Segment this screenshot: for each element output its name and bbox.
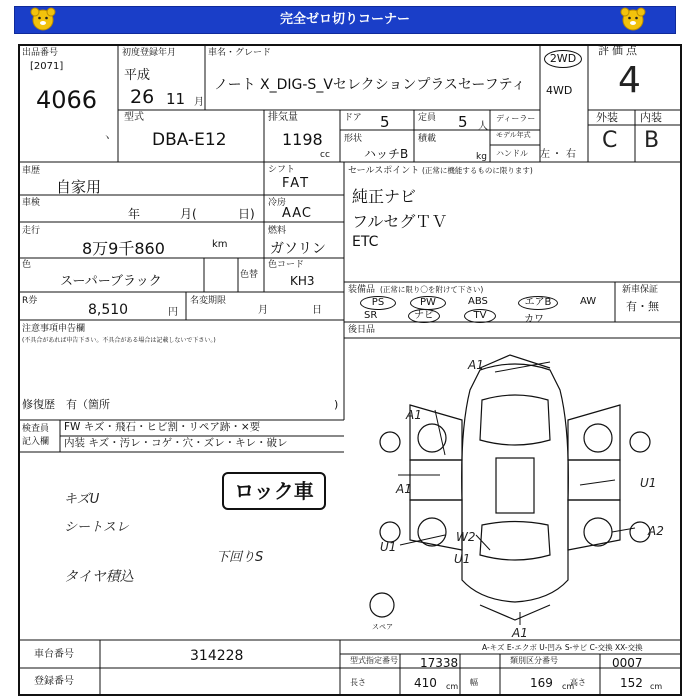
equip-pw: PW	[410, 296, 446, 310]
handle-right: 右	[566, 149, 576, 160]
length-unit: cm	[446, 682, 459, 691]
equip-airbag: エアB	[518, 296, 558, 310]
spare-label: スペア	[372, 623, 393, 631]
dealer-label: ディーラー	[496, 114, 536, 123]
inspector-label1: 検査員	[22, 424, 50, 434]
inspection-year: 年	[128, 207, 141, 221]
notes-label: 注意事項申告欄	[22, 324, 86, 334]
inspector-label2: 記入欄	[22, 437, 50, 447]
after-items-label: 後日品	[348, 325, 376, 335]
class-label: 類別区分番号	[510, 656, 558, 665]
header-title: 完全ゼロ切りコーナー	[279, 12, 410, 27]
car-name-value: ノート X_DIG-S_Vセレクションプラスセーフティ	[214, 77, 526, 93]
registration-month: 11	[166, 90, 186, 108]
registration-year: 26	[130, 86, 155, 108]
equip-sr: SR	[364, 310, 378, 321]
mileage-label: 走行	[22, 226, 41, 236]
load-unit: kg	[476, 152, 487, 162]
warranty-label: 新車保証	[622, 285, 659, 295]
sales-point-3: ETC	[352, 234, 379, 250]
sales-points-label: セールスポイント	[348, 166, 420, 176]
drive-4wd: 4WD	[546, 84, 573, 97]
repair-close: )	[334, 398, 339, 411]
model-value: DBA-E12	[152, 130, 227, 150]
model-year-label: モデル年式	[496, 131, 531, 139]
length-label: 長さ	[350, 678, 366, 687]
score-ext-label: 外装	[596, 111, 618, 124]
shape-label: 形状	[344, 134, 363, 144]
height-value: 152	[620, 676, 643, 690]
shape-value: ハッチB	[364, 147, 409, 161]
hw-note-3: タイヤ積込	[64, 569, 134, 585]
inspection-month: 月(	[180, 207, 197, 221]
lock-car-stamp: ロック車	[222, 472, 326, 510]
width-unit: cm	[562, 682, 575, 691]
color-code: KH3	[290, 274, 315, 288]
name-change-label: 名変期限	[190, 296, 227, 306]
inspector-row1: FW キズ・飛石・ヒビ割・リペア跡・×要	[64, 421, 261, 433]
usage-label: 車歴	[22, 166, 41, 176]
doors-label: ドア	[344, 113, 362, 123]
mark-a1-left: A1	[396, 482, 412, 496]
class-value: 0007	[612, 656, 643, 670]
repair-label: 修復歴	[22, 398, 55, 411]
length-value: 410	[414, 676, 437, 690]
listing-sub: [2071]	[30, 61, 64, 72]
listing-label: 出品番号	[22, 48, 59, 58]
type-cert-value: 17338	[420, 656, 459, 670]
sales-point-2: フルセグＴＶ	[352, 212, 448, 231]
name-change-day: 日	[312, 305, 322, 316]
damage-legend: A-キズ E-エクボ U-凹み S-サビ C-交換 XX-交換	[482, 643, 643, 652]
doors-value: 5	[380, 113, 390, 131]
chassis-label: 車台番号	[34, 649, 74, 660]
reg-number-label: 登録番号	[34, 676, 74, 687]
equip-navi: ナビ	[408, 309, 440, 323]
handle-dot: ・	[552, 149, 562, 160]
inspection-label: 車検	[22, 198, 41, 208]
equip-tv: TV	[464, 309, 496, 323]
mark-u1-right: U1	[640, 476, 657, 490]
car-name-label: 車名・グレード	[208, 48, 272, 58]
listing-number: 4066	[36, 86, 98, 114]
color-label: 色	[22, 260, 32, 270]
type-cert-label: 型式指定番号	[350, 656, 398, 665]
mileage-value: 8万9千860	[82, 239, 165, 258]
width-label: 幅	[470, 678, 478, 687]
height-unit: cm	[650, 682, 663, 691]
mark-w2: W2	[456, 530, 476, 544]
color-code-label: 色コード	[268, 260, 305, 270]
handle-label: ハンドル	[496, 149, 528, 158]
sales-points-sub: (正常に機能するものに限ります)	[422, 166, 533, 175]
notes-sub: (不具合があれば申告下さい。不具合がある場合は記載しないで下さい。)	[22, 337, 216, 344]
equip-abs: ABS	[468, 296, 488, 307]
score-int: B	[644, 128, 660, 153]
aircon-value: AAC	[282, 206, 312, 221]
hw-note-4: 下回りS	[216, 550, 264, 565]
recycle-unit: 円	[168, 307, 178, 318]
chassis-value: 314228	[190, 648, 244, 664]
displacement-unit: cc	[320, 150, 330, 160]
mileage-unit: km	[212, 239, 228, 250]
name-change-month: 月	[258, 305, 268, 316]
displacement-value: 1198	[282, 130, 323, 149]
equip-aw: AW	[580, 296, 597, 307]
recycle-label: R券	[22, 296, 38, 306]
repair-value: 有（箇所	[66, 398, 110, 411]
width-value: 169	[530, 676, 553, 690]
handle-left: 左	[540, 149, 550, 160]
color-change-label: 色替	[240, 270, 259, 280]
usage-value: 自家用	[56, 178, 102, 196]
mark-a1-rear: A1	[512, 626, 528, 640]
equipment-label: 装備品	[348, 285, 376, 295]
fuel-label: 燃料	[268, 226, 287, 236]
displacement-label: 排気量	[268, 112, 298, 123]
mark-u1-rear: U1	[454, 552, 471, 566]
capacity-label: 定員	[418, 113, 437, 123]
shift-value: FAT	[282, 176, 311, 191]
load-label: 積載	[418, 134, 437, 144]
registration-label: 初度登録年月	[122, 48, 177, 58]
drive-2wd: 2WD	[544, 50, 582, 68]
warranty-value: 有・無	[626, 300, 659, 313]
score-ext: C	[602, 128, 618, 153]
inspection-day: 日)	[238, 207, 255, 221]
registration-era: 平成	[124, 68, 151, 83]
fuel-value: ガソリン	[270, 241, 326, 257]
listing-mark: ヽ	[102, 133, 112, 144]
hw-note-2: シートスレ	[64, 520, 129, 535]
recycle-value: 8,510	[88, 302, 129, 318]
color-value: スーパーブラック	[60, 274, 162, 289]
equipment-sub: (正常に限り〇を附けて下さい)	[380, 285, 484, 294]
mark-a1-front: A1	[468, 358, 484, 372]
inspector-row2: 内装 キズ・汚レ・コゲ・穴・ズレ・キレ・破レ	[64, 437, 288, 449]
aircon-label: 冷房	[268, 198, 287, 208]
hw-note-1: キズU	[64, 492, 100, 507]
height-label: 高さ	[570, 678, 586, 687]
registration-unit: 月	[194, 97, 204, 108]
score-value: 4	[618, 60, 641, 101]
score-label: 評価点	[598, 44, 640, 57]
shift-label: シフト	[268, 165, 296, 175]
score-int-label: 内装	[640, 111, 662, 124]
model-label: 型式	[124, 112, 144, 123]
equip-ps: PS	[360, 296, 396, 310]
capacity-unit: 人	[478, 121, 488, 132]
capacity-value: 5	[458, 113, 468, 131]
equip-leather: カワ	[524, 314, 544, 325]
car-outline	[370, 355, 650, 620]
mark-a2-right-rear: A2	[648, 524, 664, 538]
mark-a1-left-front: A1	[406, 408, 422, 422]
sales-point-1: 純正ナビ	[352, 187, 417, 206]
mark-u1-left-rear: U1	[380, 540, 397, 554]
